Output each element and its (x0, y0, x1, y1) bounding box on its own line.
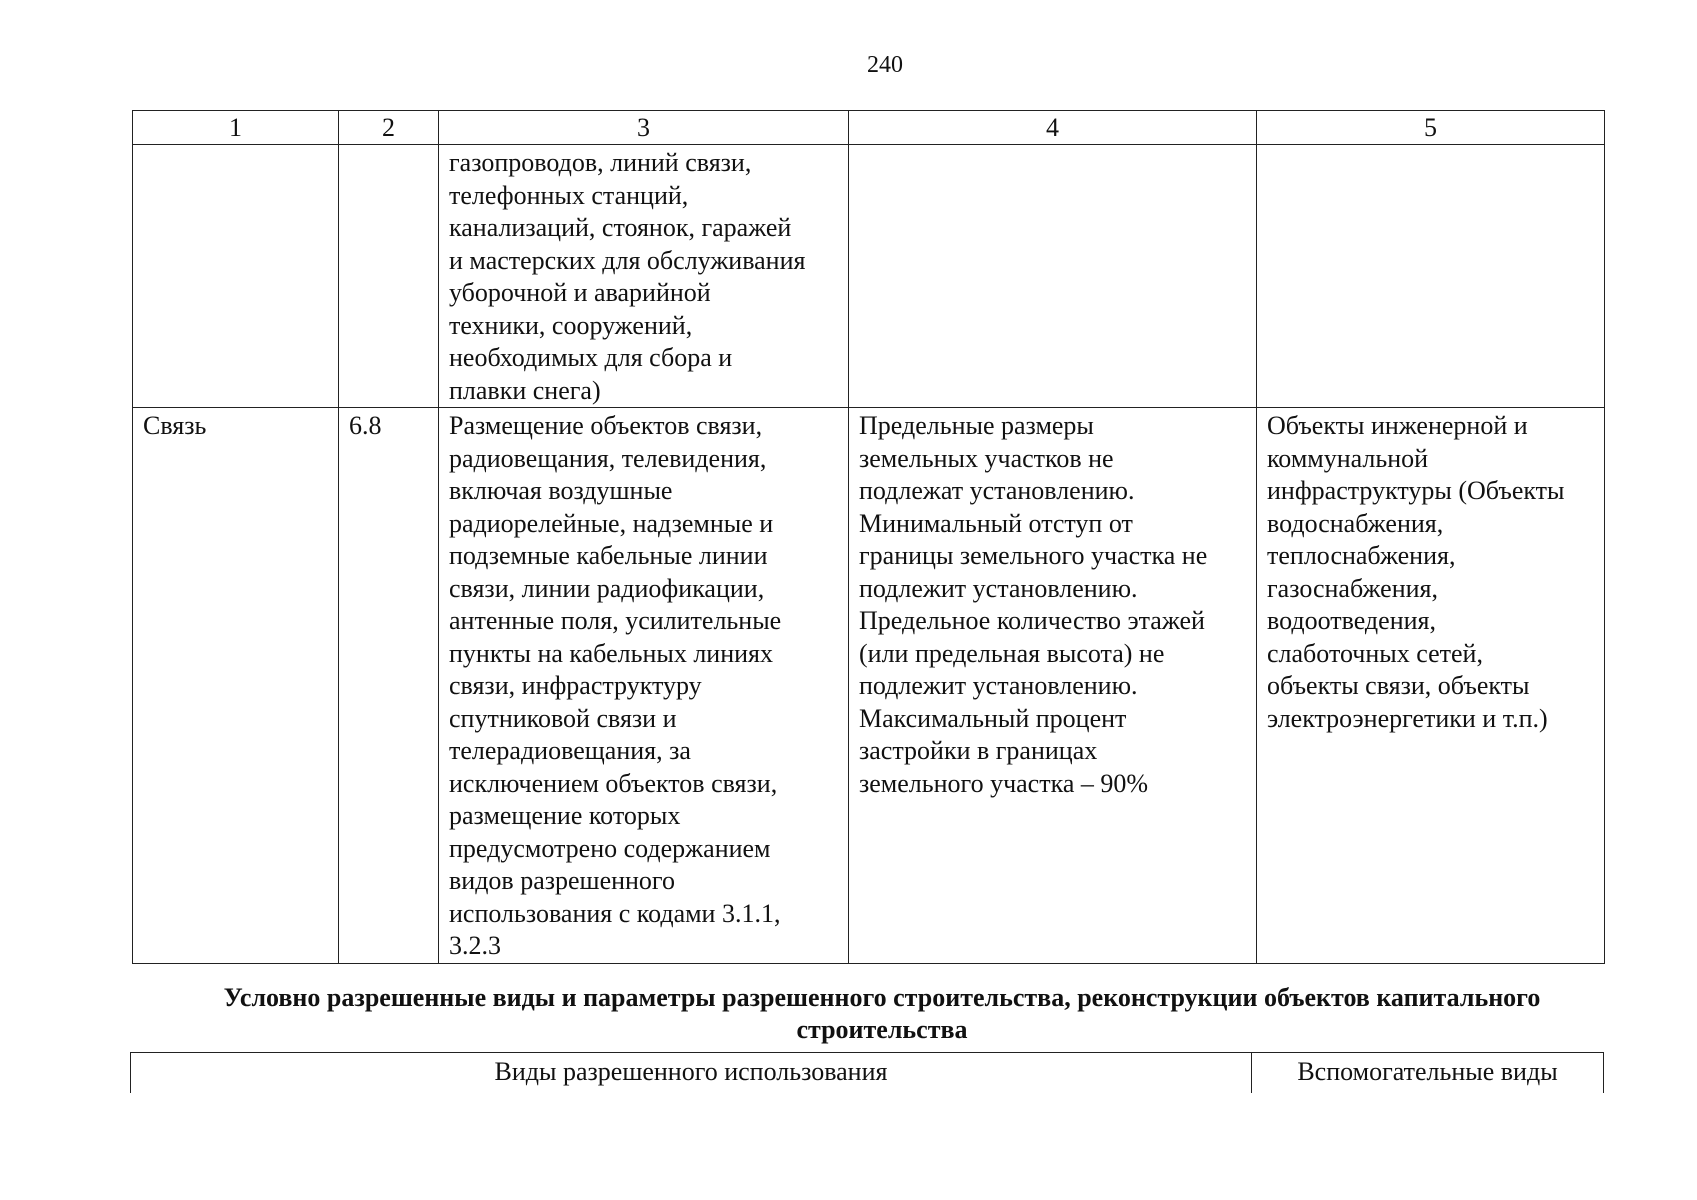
cell-parameters: Предельные размеры земельных участков не подлежат установлению. Минимальный отступ от границы земельного участка не подлежит установлению. Предельное количество этажей (или предельная высота) не подлежит установлению. Максимальный процент застройки в границах земельного участка – 90% (849, 408, 1257, 964)
column-header-5: 5 (1257, 111, 1605, 145)
page-number: 240 (867, 52, 903, 78)
header-auxiliary-uses: Вспомогательные виды (1297, 1057, 1558, 1086)
zoning-table (132, 110, 1605, 964)
cell-auxiliary-uses: Объекты инженерной и коммунальной инфраструктуры (Объекты водоснабжения, теплоснабжения, газоснабжения, водоотведения, слаботочных сетей, объекты связи, объекты электроэнергетики и т.п.) (1257, 408, 1605, 964)
header-permitted-uses: Виды разрешенного использования (131, 1053, 1252, 1093)
table-header (133, 111, 1605, 145)
table-row (133, 145, 1605, 408)
cell-use-code (339, 145, 439, 408)
table-row (133, 408, 1605, 964)
cell-auxiliary-uses (1257, 145, 1605, 408)
cell-use-code: 6.8 (339, 408, 439, 964)
cell-use-name (133, 145, 339, 408)
cell-use-description: Размещение объектов связи, радиовещания, телевидения, включая воздушные радиорелейные, надземные и подземные кабельные линии связи, линии радиофикации, антенные поля, усилительные пункты на кабельных линиях связи, инфраструктуру спутниковой связи и телерадиовещания, за исключением объектов связи, размещение которых предусмотрено содержанием видов разрешенного использования с кодами 3.1.1, 3.2.3 (439, 408, 849, 964)
conditional-uses-table (130, 1052, 1604, 1093)
section-title: Условно разрешенные виды и параметры разрешенного строительства, реконструкции объектов капитального строительства (223, 983, 1541, 1044)
cell-use-description: газопроводов, линий связи, телефонных станций, канализаций, стоянок, гаражей и мастерских для обслуживания уборочной и аварийной техники, сооружений, необходимых для сбора и плавки снега) (439, 145, 849, 408)
column-header-2: 2 (339, 111, 439, 145)
column-header-4: 4 (849, 111, 1257, 145)
column-header-1: 1 (133, 111, 339, 145)
header-row (133, 111, 1605, 145)
cell-parameters (849, 145, 1257, 408)
column-header-3: 3 (439, 111, 849, 145)
cell-use-name: Связь (133, 408, 339, 964)
